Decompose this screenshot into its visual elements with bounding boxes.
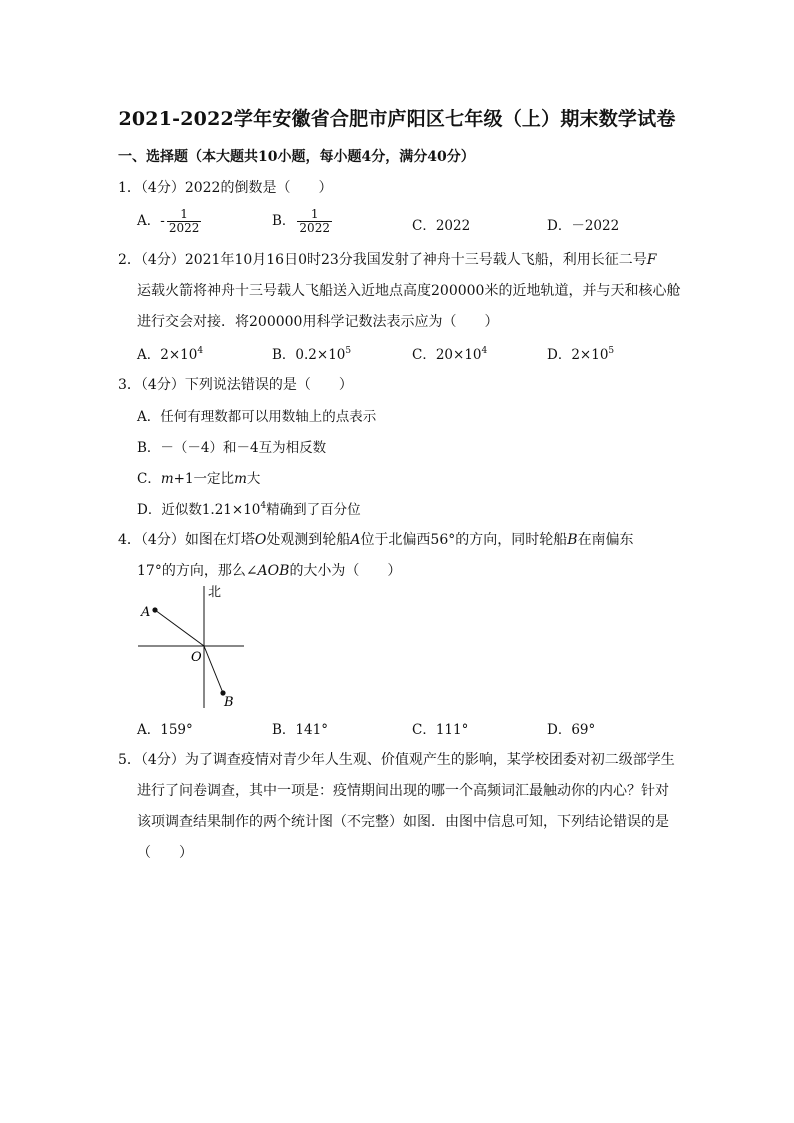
q1-option-b bbox=[272, 208, 332, 235]
q3-stem: 3．（4分）下列说法错误的是（ ） bbox=[118, 377, 353, 393]
q2-line-1-text: 2．（4分）2021年10月16日0时23分我国发射了神舟十三号载人飞船，利用长征二号 bbox=[118, 252, 647, 268]
q3-option-d bbox=[137, 498, 361, 518]
q5-line-3: 该项调查结果制作的两个统计图（不完整）如图．由图中信息可知，下列结论错误的是 bbox=[137, 814, 669, 830]
q3-option-c-label: C． bbox=[137, 471, 161, 487]
q4-var-a: A bbox=[350, 532, 361, 548]
q4-figure-ray-ob bbox=[204, 646, 223, 693]
q3-option-c-mid: +1一定比 bbox=[173, 471, 235, 487]
section-heading: 一、选择题（本大题共10小题，每小题4分，满分40分） bbox=[118, 149, 475, 165]
q4-var-o: O bbox=[254, 532, 267, 548]
q4-figure-point-a bbox=[152, 607, 157, 612]
q4-line-2-a: 17°的方向，那么∠ bbox=[137, 563, 258, 579]
q4-figure-label-b: B bbox=[224, 695, 234, 710]
q4-figure-ray-oa bbox=[155, 610, 204, 646]
q2-line-3: 进行交会对接．将200000用科学记数法表示应为（ ） bbox=[137, 314, 499, 330]
q3-option-a: A．任何有理数都可以用数轴上的点表示 bbox=[137, 409, 377, 425]
q4-line-1-a: 4．（4分）如图在灯塔 bbox=[118, 532, 255, 548]
q2-option-c-base: C．20×10 bbox=[412, 347, 482, 363]
q1-option-a bbox=[137, 208, 201, 235]
q5-line-1: 5．（4分）为了调查疫情对青少年人生观、价值观产生的影响，某学校团委对初二级部学生 bbox=[118, 752, 675, 768]
q2-option-b-exponent: 5 bbox=[345, 346, 352, 356]
q2-option-d-base: D．2×10 bbox=[547, 347, 609, 363]
q4-option-c: C．111° bbox=[412, 722, 469, 738]
page-title: 2021-2022学年安徽省合肥市庐阳区七年级（上）期末数学试卷 bbox=[118, 108, 676, 130]
q2-option-a-exponent: 4 bbox=[197, 346, 204, 356]
q4-option-b: B．141° bbox=[272, 722, 328, 738]
q1-option-a-numerator: 1 bbox=[167, 208, 202, 222]
q1-option-c: C．2022 bbox=[412, 218, 471, 234]
q4-line-1-c: 位于北偏西56°的方向，同时轮船 bbox=[360, 532, 568, 548]
q4-var-aob: AOB bbox=[257, 563, 290, 579]
q4-figure-label-a: A bbox=[141, 605, 151, 620]
q1-option-b-fraction bbox=[297, 208, 332, 235]
q3-option-d-pre: D．近似数1.21×10 bbox=[137, 502, 261, 518]
q4-figure-north-label: 北 bbox=[208, 585, 222, 600]
q4-option-d: D．69° bbox=[547, 722, 596, 738]
q2-option-a-base: A．2×10 bbox=[137, 347, 198, 363]
q5-line-2: 进行了问卷调查，其中一项是：疫情期间出现的哪一个高频词汇最触动你的内心？针对 bbox=[137, 783, 669, 799]
q3-option-c-var-1: m bbox=[160, 471, 174, 487]
q3-option-c-end: 大 bbox=[246, 471, 261, 487]
q2-option-c bbox=[412, 343, 487, 363]
q2-option-d-exponent: 5 bbox=[608, 346, 615, 356]
q1-option-b-denominator: 2022 bbox=[299, 221, 330, 236]
q2-line-2: 运载火箭将神舟十三号载人飞船送入近地点高度200000米的近地轨道，并与天和核心舱 bbox=[137, 283, 681, 299]
q4-line-1 bbox=[118, 529, 634, 549]
q4-figure bbox=[130, 582, 260, 712]
q1-option-a-fraction bbox=[167, 208, 202, 235]
q5-line-4: （ ） bbox=[137, 845, 193, 861]
q1-stem: 1．（4分）2022的倒数是（ ） bbox=[118, 180, 333, 196]
q4-line-2 bbox=[137, 560, 401, 580]
q2-line-1 bbox=[118, 249, 657, 269]
q2-option-b-base: B．0.2×10 bbox=[272, 347, 346, 363]
q1-option-a-sign: - bbox=[160, 213, 165, 230]
q1-option-b-numerator: 1 bbox=[297, 208, 332, 222]
q1-option-a-label: A． bbox=[137, 213, 161, 230]
q2-option-b bbox=[272, 343, 351, 363]
q3-option-c-var-2: m bbox=[234, 471, 247, 487]
q2-line-1-var: F bbox=[646, 252, 657, 268]
q3-option-d-post: 精确到了百分位 bbox=[266, 502, 361, 518]
q4-line-1-b: 处观测到轮船 bbox=[266, 532, 351, 548]
q1-option-a-denominator: 2022 bbox=[168, 221, 200, 236]
q4-line-1-d: 在南偏东 bbox=[577, 532, 634, 548]
q4-figure-label-o: O bbox=[191, 650, 202, 665]
q4-var-b: B bbox=[567, 532, 578, 548]
q3-option-d-exponent: 4 bbox=[260, 501, 267, 511]
q2-option-c-exponent: 4 bbox=[481, 346, 488, 356]
q2-option-a bbox=[137, 343, 203, 363]
q4-line-2-b: 的大小为（ ） bbox=[289, 563, 402, 579]
q3-option-b: B．－（－4）和－4互为相反数 bbox=[137, 440, 327, 456]
q3-option-c bbox=[137, 467, 260, 487]
q2-option-d bbox=[547, 343, 614, 363]
q1-option-b-label: B． bbox=[272, 213, 296, 230]
q1-option-d: D．－2022 bbox=[547, 218, 620, 234]
q4-option-a: A．159° bbox=[137, 722, 193, 738]
